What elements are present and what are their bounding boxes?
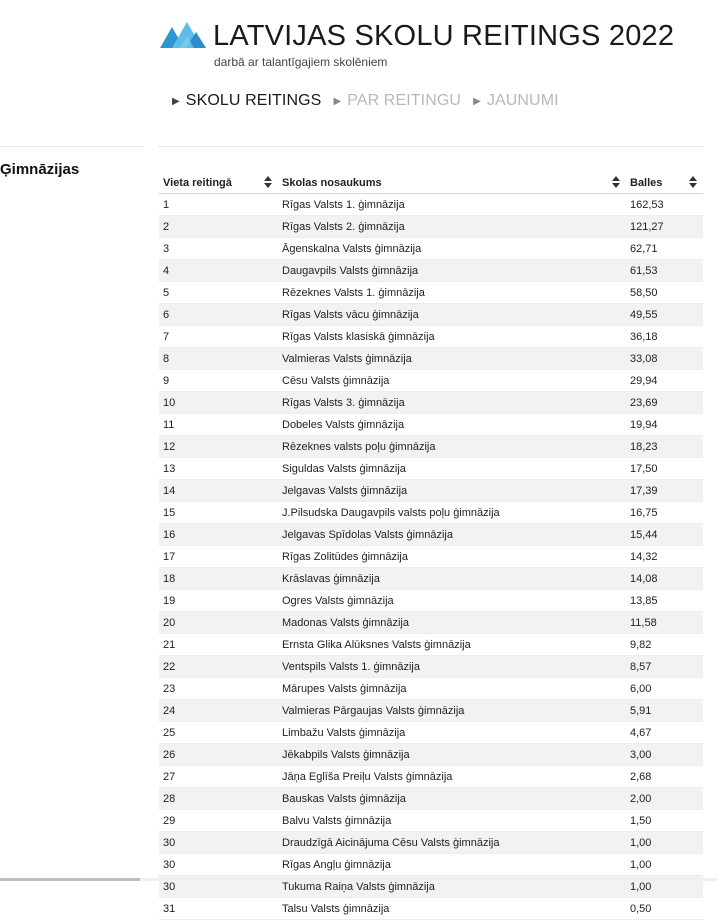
header-school-name[interactable]	[278, 172, 626, 194]
cell-points: 29,94	[626, 370, 703, 392]
header-label: Balles	[630, 176, 663, 189]
cell-school-name: Rēzeknes Valsts 1. ģimnāzija	[278, 282, 626, 304]
table-row	[159, 392, 703, 414]
cell-points: 2,68	[626, 766, 703, 788]
cell-rank: 25	[159, 722, 278, 744]
cell-school-name: Siguldas Valsts ģimnāzija	[278, 458, 626, 480]
cell-school-name: Rēzeknes valsts poļu ģimnāzija	[278, 436, 626, 458]
triangle-right-icon: ▶	[172, 95, 180, 107]
cell-rank: 18	[159, 568, 278, 590]
table-row	[159, 590, 703, 612]
table-row	[159, 348, 703, 370]
cell-rank: 16	[159, 524, 278, 546]
table-row	[159, 634, 703, 656]
cell-school-name: Jelgavas Spīdolas Valsts ģimnāzija	[278, 524, 626, 546]
cell-school-name: Rīgas Valsts 1. ģimnāzija	[278, 194, 626, 216]
cell-points: 62,71	[626, 238, 703, 260]
main-nav	[172, 92, 571, 110]
cell-rank: 7	[159, 326, 278, 348]
cell-points: 0,50	[626, 898, 703, 920]
cell-school-name: Valmieras Valsts ģimnāzija	[278, 348, 626, 370]
header-label: Vieta reitingā	[163, 176, 232, 189]
cell-rank: 1	[159, 194, 278, 216]
divider	[158, 146, 704, 147]
cell-points: 18,23	[626, 436, 703, 458]
cell-rank: 26	[159, 744, 278, 766]
cell-school-name: Rīgas Valsts 3. ģimnāzija	[278, 392, 626, 414]
cell-rank: 3	[159, 238, 278, 260]
cell-rank: 30	[159, 876, 278, 898]
divider	[0, 146, 144, 147]
ranking-table-container	[159, 172, 703, 920]
table-row	[159, 282, 703, 304]
table-row	[159, 458, 703, 480]
cell-points: 1,00	[626, 854, 703, 876]
cell-school-name: Jāņa Eglīša Preiļu Valsts ģimnāzija	[278, 766, 626, 788]
sort-icon	[689, 176, 697, 188]
table-row	[159, 656, 703, 678]
ranking-table	[159, 172, 703, 920]
cell-school-name: Valmieras Pārgaujas Valsts ģimnāzija	[278, 700, 626, 722]
cell-rank: 29	[159, 810, 278, 832]
cell-rank: 30	[159, 854, 278, 876]
cell-rank: 8	[159, 348, 278, 370]
table-row	[159, 898, 703, 920]
cell-rank: 22	[159, 656, 278, 678]
site-subtitle: darbā ar talantīgajiem skolēniem	[214, 55, 388, 69]
sort-icon	[612, 176, 620, 188]
cell-points: 2,00	[626, 788, 703, 810]
cell-points: 11,58	[626, 612, 703, 634]
cell-school-name: Cēsu Valsts ģimnāzija	[278, 370, 626, 392]
cell-school-name: Rīgas Zolitūdes ģimnāzija	[278, 546, 626, 568]
table-row	[159, 260, 703, 282]
cell-rank: 2	[159, 216, 278, 238]
nav-jaunumi[interactable]	[473, 92, 559, 110]
cell-points: 36,18	[626, 326, 703, 348]
cell-school-name: J.Pilsudska Daugavpils valsts poļu ģimnāzija	[278, 502, 626, 524]
cell-points: 4,67	[626, 722, 703, 744]
table-row	[159, 700, 703, 722]
table-row	[159, 304, 703, 326]
cell-school-name: Talsu Valsts ģimnāzija	[278, 898, 626, 920]
cell-school-name: Krāslavas ģimnāzija	[278, 568, 626, 590]
cell-rank: 13	[159, 458, 278, 480]
table-row	[159, 722, 703, 744]
cell-points: 1,00	[626, 876, 703, 898]
cell-points: 6,00	[626, 678, 703, 700]
table-row	[159, 194, 703, 216]
cell-points: 13,85	[626, 590, 703, 612]
table-row	[159, 810, 703, 832]
cell-rank: 15	[159, 502, 278, 524]
cell-rank: 11	[159, 414, 278, 436]
cell-school-name: Jēkabpils Valsts ģimnāzija	[278, 744, 626, 766]
cell-rank: 20	[159, 612, 278, 634]
cell-rank: 5	[159, 282, 278, 304]
cell-points: 14,08	[626, 568, 703, 590]
table-row	[159, 612, 703, 634]
table-header-row	[159, 172, 703, 194]
cell-school-name: Tukuma Raiņa Valsts ģimnāzija	[278, 876, 626, 898]
table-row	[159, 832, 703, 854]
header-points[interactable]	[626, 172, 703, 194]
table-row	[159, 414, 703, 436]
cell-rank: 21	[159, 634, 278, 656]
triangle-right-icon: ▶	[333, 95, 342, 107]
cell-rank: 10	[159, 392, 278, 414]
table-row	[159, 216, 703, 238]
cell-points: 15,44	[626, 524, 703, 546]
cell-rank: 6	[159, 304, 278, 326]
cell-school-name: Bauskas Valsts ģimnāzija	[278, 788, 626, 810]
table-body	[159, 194, 703, 920]
cell-points: 9,82	[626, 634, 703, 656]
mountains-logo-icon	[160, 20, 206, 48]
cell-rank: 14	[159, 480, 278, 502]
cell-points: 162,53	[626, 194, 703, 216]
nav-label: SKOLU REITINGS	[185, 92, 322, 109]
cell-points: 17,50	[626, 458, 703, 480]
cell-points: 19,94	[626, 414, 703, 436]
cell-rank: 24	[159, 700, 278, 722]
nav-skolu-reitings[interactable]	[172, 92, 321, 110]
cell-rank: 23	[159, 678, 278, 700]
cell-rank: 27	[159, 766, 278, 788]
cell-points: 58,50	[626, 282, 703, 304]
cell-points: 5,91	[626, 700, 703, 722]
table-row	[159, 502, 703, 524]
cell-school-name: Ernsta Glika Alūksnes Valsts ģimnāzija	[278, 634, 626, 656]
cell-school-name: Rīgas Valsts klasiskā ģimnāzija	[278, 326, 626, 348]
cell-rank: 31	[159, 898, 278, 920]
section-title: Ģimnāzijas	[0, 161, 80, 178]
cell-school-name: Āgenskalna Valsts ģimnāzija	[278, 238, 626, 260]
cell-points: 121,27	[626, 216, 703, 238]
cell-school-name: Ogres Valsts ģimnāzija	[278, 590, 626, 612]
cell-points: 14,32	[626, 546, 703, 568]
cell-rank: 9	[159, 370, 278, 392]
cell-school-name: Rīgas Valsts 2. ģimnāzija	[278, 216, 626, 238]
nav-par-reitingu[interactable]	[333, 92, 461, 110]
cell-points: 8,57	[626, 656, 703, 678]
cell-school-name: Dobeles Valsts ģimnāzija	[278, 414, 626, 436]
table-row	[159, 568, 703, 590]
cell-rank: 12	[159, 436, 278, 458]
cell-school-name: Rīgas Valsts vācu ģimnāzija	[278, 304, 626, 326]
cell-points: 17,39	[626, 480, 703, 502]
cell-points: 16,75	[626, 502, 703, 524]
table-row	[159, 788, 703, 810]
nav-label: PAR REITINGU	[347, 92, 462, 109]
cell-points: 49,55	[626, 304, 703, 326]
cell-school-name: Mārupes Valsts ģimnāzija	[278, 678, 626, 700]
cell-rank: 28	[159, 788, 278, 810]
table-row	[159, 524, 703, 546]
table-row	[159, 326, 703, 348]
cell-school-name: Ventspils Valsts 1. ģimnāzija	[278, 656, 626, 678]
cell-school-name: Rīgas Angļu ģimnāzija	[278, 854, 626, 876]
cell-school-name: Jelgavas Valsts ģimnāzija	[278, 480, 626, 502]
cell-school-name: Daugavpils Valsts ģimnāzija	[278, 260, 626, 282]
cell-rank: 17	[159, 546, 278, 568]
table-row	[159, 480, 703, 502]
table-row	[159, 854, 703, 876]
table-row	[159, 436, 703, 458]
table-row	[159, 546, 703, 568]
sort-icon	[264, 176, 272, 188]
table-row	[159, 238, 703, 260]
table-row	[159, 370, 703, 392]
table-row	[159, 678, 703, 700]
cell-points: 1,00	[626, 832, 703, 854]
cell-school-name: Balvu Valsts ģimnāzija	[278, 810, 626, 832]
cell-rank: 19	[159, 590, 278, 612]
table-row	[159, 744, 703, 766]
header-label: Skolas nosaukums	[282, 176, 382, 189]
cell-points: 61,53	[626, 260, 703, 282]
cell-school-name: Madonas Valsts ģimnāzija	[278, 612, 626, 634]
cell-school-name: Limbažu Valsts ģimnāzija	[278, 722, 626, 744]
header-rank[interactable]	[159, 172, 278, 194]
cell-points: 33,08	[626, 348, 703, 370]
nav-label: JAUNUMI	[486, 92, 559, 109]
cell-points: 23,69	[626, 392, 703, 414]
cell-school-name: Draudzīgā Aicinājuma Cēsu Valsts ģimnāzija	[278, 832, 626, 854]
table-row	[159, 766, 703, 788]
cell-rank: 30	[159, 832, 278, 854]
site-title: LATVIJAS SKOLU REITINGS 2022	[213, 20, 675, 52]
triangle-right-icon: ▶	[473, 95, 481, 107]
cell-points: 3,00	[626, 744, 703, 766]
cell-rank: 4	[159, 260, 278, 282]
cell-points: 1,50	[626, 810, 703, 832]
